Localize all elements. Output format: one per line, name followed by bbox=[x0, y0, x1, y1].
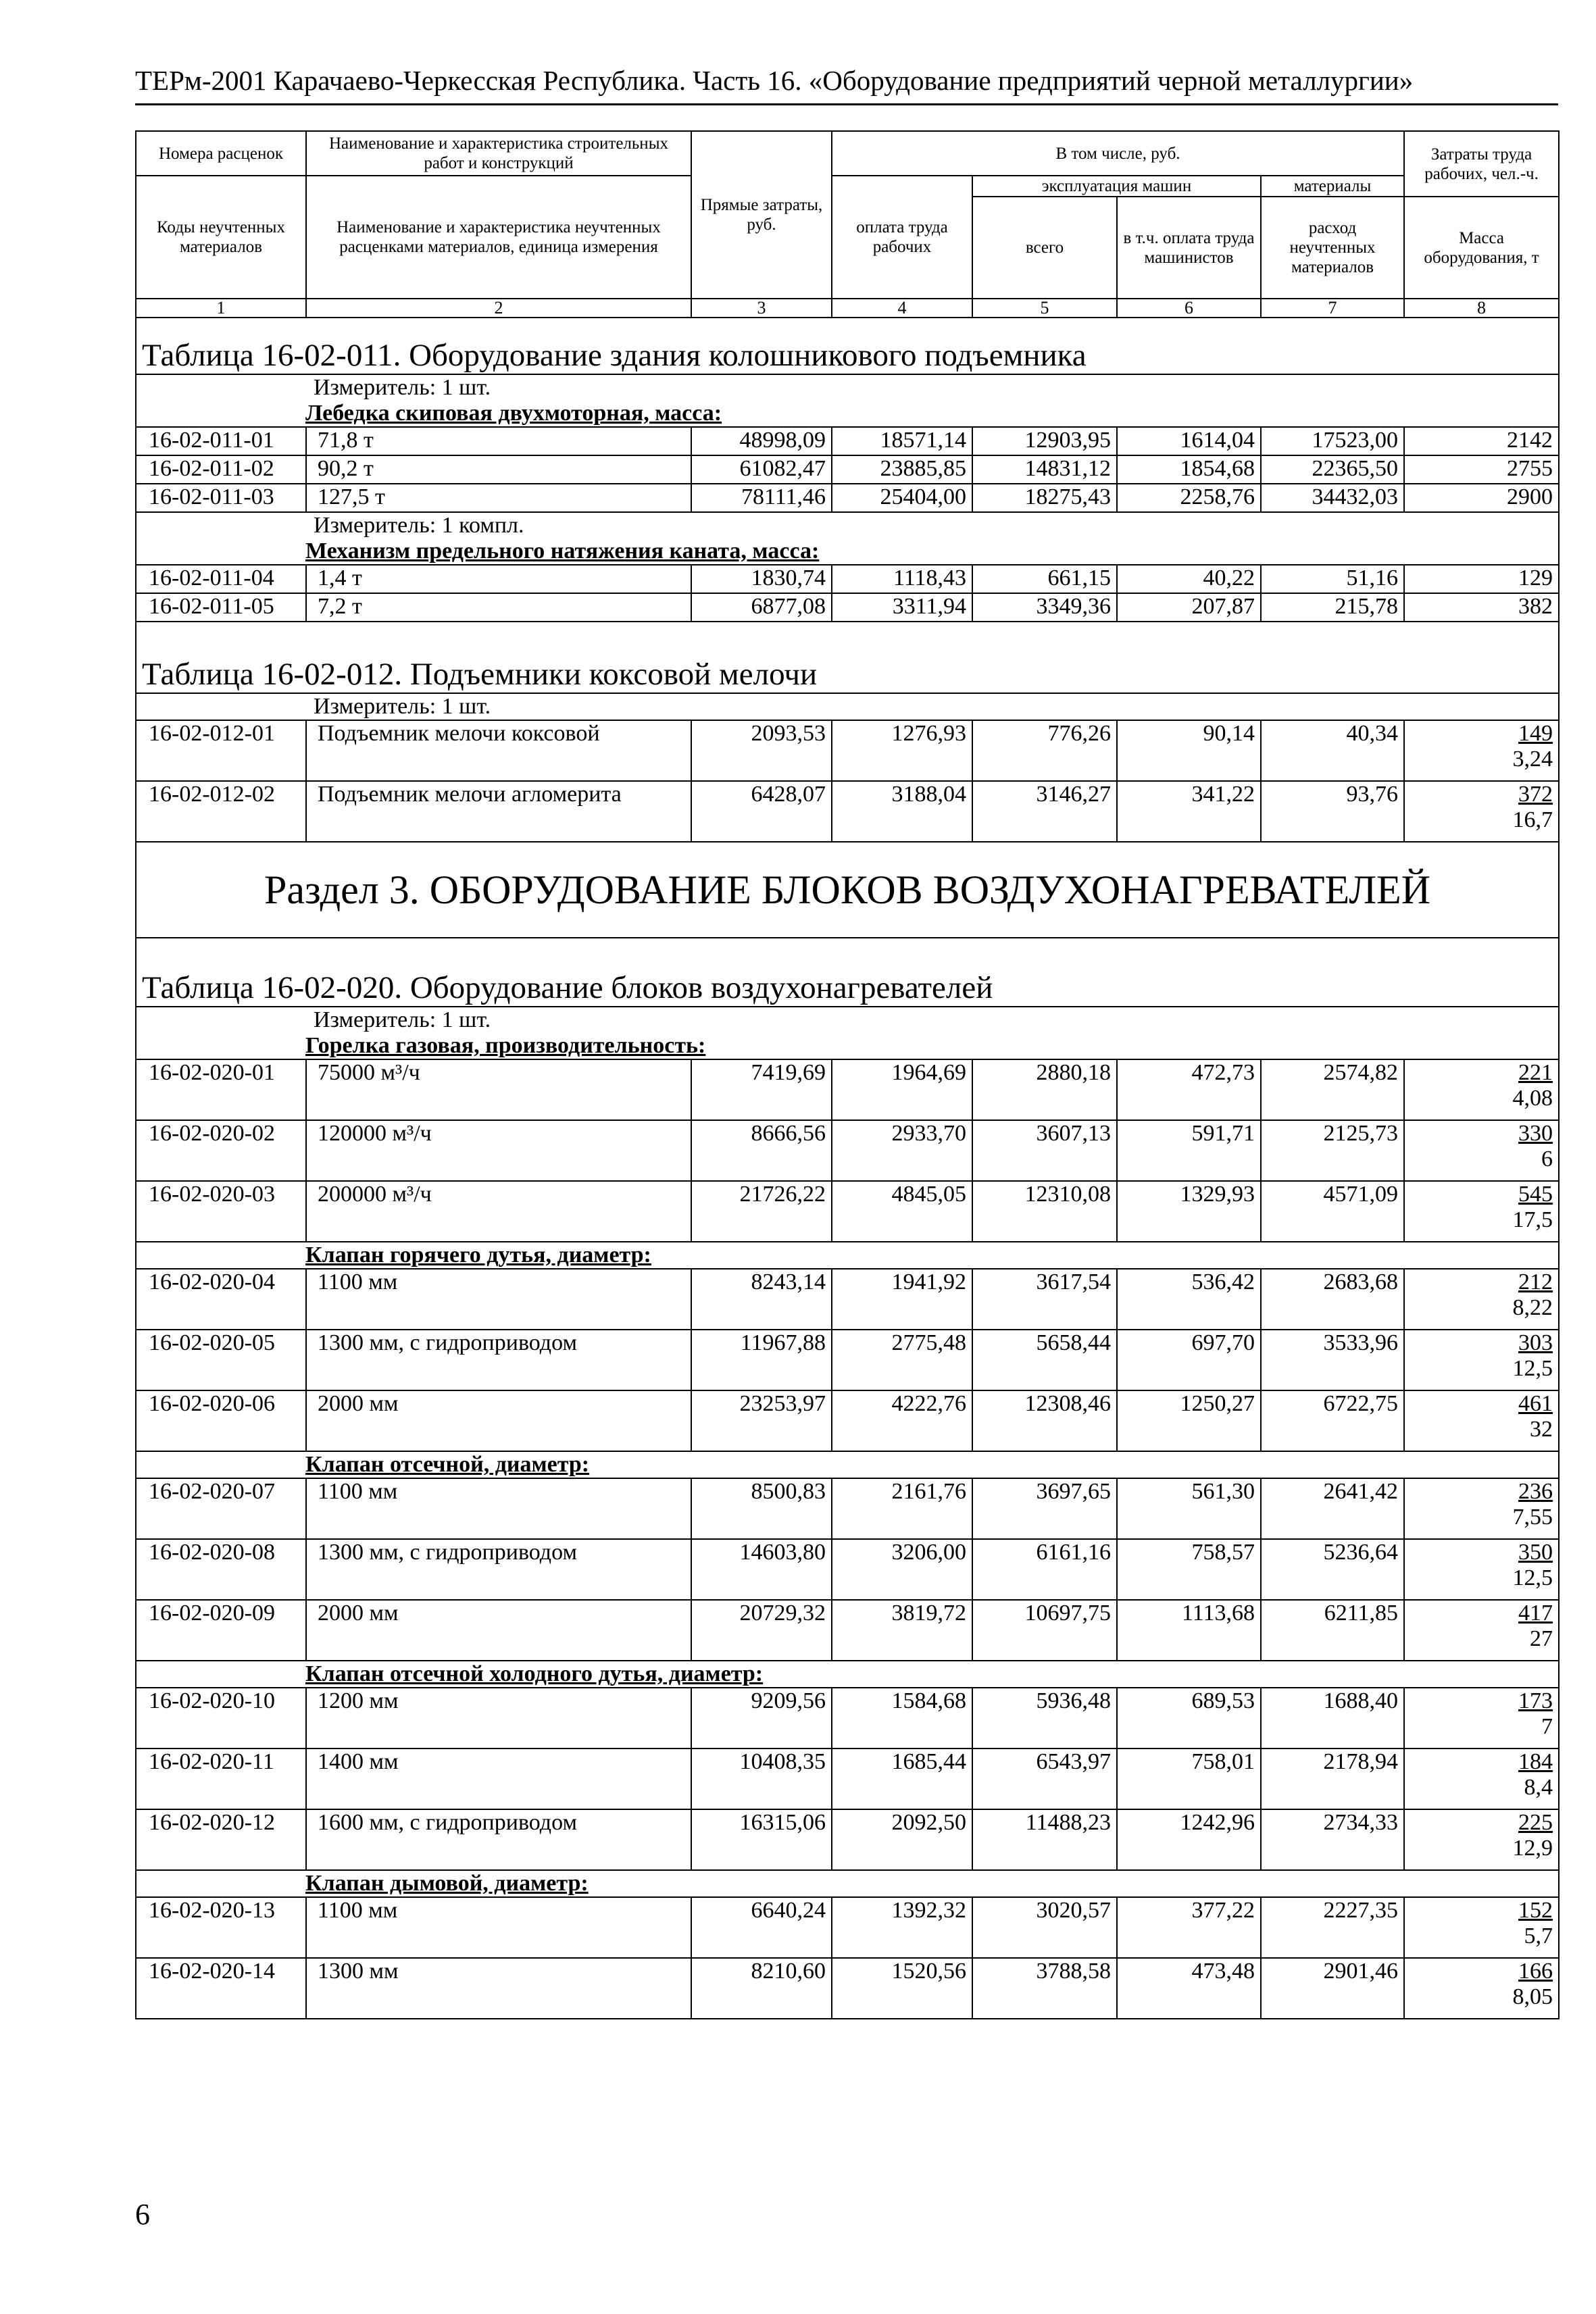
direct-costs-value: 21726,22 bbox=[691, 1181, 832, 1242]
machines-total-value: 12310,08 bbox=[972, 1181, 1117, 1242]
labor-mass-cell bbox=[1404, 484, 1559, 512]
equipment-mass-value: 32 bbox=[1530, 1417, 1553, 1442]
labor-hours-value: 225 bbox=[1518, 1810, 1553, 1835]
measure-row bbox=[136, 693, 1559, 720]
rate-code: 16-02-020-12 bbox=[136, 1809, 306, 1870]
table-title: Таблица 16-02-011. Оборудование здания колошникового подъемника bbox=[136, 318, 1559, 374]
operator-wages-value: 591,71 bbox=[1117, 1120, 1261, 1181]
equipment-mass-value: 16,7 bbox=[1512, 807, 1553, 832]
rate-code: 16-02-020-14 bbox=[136, 1958, 306, 2019]
labor-hours-value: 2755 bbox=[1507, 456, 1553, 481]
unit-of-measure: Измеритель: 1 шт. bbox=[136, 1007, 1559, 1033]
rate-code: 16-02-020-13 bbox=[136, 1897, 306, 1958]
wages-value: 4222,76 bbox=[832, 1390, 972, 1451]
section-title-row bbox=[136, 842, 1559, 938]
machines-total-value: 3349,36 bbox=[972, 593, 1117, 622]
wages-value: 1584,68 bbox=[832, 1688, 972, 1749]
labor-hours-value: 221 bbox=[1518, 1060, 1553, 1085]
direct-costs-value: 78111,46 bbox=[691, 484, 832, 512]
direct-costs-value: 10408,35 bbox=[691, 1749, 832, 1809]
column-numbers-row bbox=[136, 299, 1559, 318]
labor-mass-cell bbox=[1404, 1809, 1559, 1870]
rate-code: 16-02-011-02 bbox=[136, 455, 306, 484]
table-row bbox=[136, 427, 1559, 455]
wages-value: 18571,14 bbox=[832, 427, 972, 455]
labor-hours-value: 461 bbox=[1518, 1391, 1553, 1416]
item-name: 127,5 т bbox=[306, 484, 691, 512]
table-title-row bbox=[136, 622, 1559, 693]
operator-wages-value: 207,87 bbox=[1117, 593, 1261, 622]
wages-value: 1520,56 bbox=[832, 1958, 972, 2019]
operator-wages-value: 341,22 bbox=[1117, 781, 1261, 842]
item-name: 120000 м³/ч bbox=[306, 1120, 691, 1181]
header-row-1 bbox=[136, 131, 1559, 176]
materials-value: 2574,82 bbox=[1261, 1059, 1404, 1120]
labor-mass-cell bbox=[1404, 1181, 1559, 1242]
labor-mass-cell bbox=[1404, 1539, 1559, 1600]
item-name: 200000 м³/ч bbox=[306, 1181, 691, 1242]
equipment-mass-value: 6 bbox=[1541, 1147, 1553, 1172]
machines-total-value: 10697,75 bbox=[972, 1600, 1117, 1661]
equipment-mass-value: 12,5 bbox=[1512, 1356, 1553, 1381]
labor-mass-cell bbox=[1404, 1478, 1559, 1539]
operator-wages-value: 2258,76 bbox=[1117, 484, 1261, 512]
operator-wages-value: 536,42 bbox=[1117, 1269, 1261, 1330]
item-name: 7,2 т bbox=[306, 593, 691, 622]
labor-mass-cell bbox=[1404, 1600, 1559, 1661]
rate-code: 16-02-011-03 bbox=[136, 484, 306, 512]
group-heading-text: Горелка газовая, производительность: bbox=[305, 1033, 706, 1058]
wages-value: 3311,94 bbox=[832, 593, 972, 622]
table-row bbox=[136, 1749, 1559, 1809]
labor-hours-value: 152 bbox=[1518, 1898, 1553, 1923]
table-row bbox=[136, 1809, 1559, 1870]
equipment-mass-value: 27 bbox=[1530, 1626, 1553, 1651]
wages-value: 2092,50 bbox=[832, 1809, 972, 1870]
rate-code: 16-02-020-10 bbox=[136, 1688, 306, 1749]
unit-of-measure: Измеритель: 1 шт. bbox=[136, 693, 1559, 720]
materials-value: 5236,64 bbox=[1261, 1539, 1404, 1600]
direct-costs-value: 23253,97 bbox=[691, 1390, 832, 1451]
table-row bbox=[136, 1120, 1559, 1181]
measure-row bbox=[136, 374, 1559, 401]
labor-mass-cell bbox=[1404, 565, 1559, 593]
wages-value: 1392,32 bbox=[832, 1897, 972, 1958]
equipment-mass-value: 8,05 bbox=[1512, 1984, 1553, 2009]
machines-total-value: 3617,54 bbox=[972, 1269, 1117, 1330]
table-row bbox=[136, 455, 1559, 484]
direct-costs-value: 6877,08 bbox=[691, 593, 832, 622]
item-name: 75000 м³/ч bbox=[306, 1059, 691, 1120]
machines-total-value: 3697,65 bbox=[972, 1478, 1117, 1539]
col-direct-costs: Прямые затраты, руб. bbox=[691, 131, 832, 299]
direct-costs-value: 14603,80 bbox=[691, 1539, 832, 1600]
column-number: 6 bbox=[1117, 299, 1261, 318]
col-codes-bottom: Коды неучтенных материалов bbox=[136, 176, 306, 299]
labor-hours-value: 350 bbox=[1518, 1540, 1553, 1565]
materials-value: 2641,42 bbox=[1261, 1478, 1404, 1539]
labor-hours-value: 330 bbox=[1518, 1121, 1553, 1146]
group-heading bbox=[136, 1451, 1559, 1478]
operator-wages-value: 1329,93 bbox=[1117, 1181, 1261, 1242]
direct-costs-value: 2093,53 bbox=[691, 720, 832, 781]
item-name: 1600 мм, с гидроприводом bbox=[306, 1809, 691, 1870]
table-row bbox=[136, 1958, 1559, 2019]
col-machines-group: эксплуатация машин bbox=[972, 176, 1261, 197]
item-name: 1300 мм, с гидроприводом bbox=[306, 1539, 691, 1600]
direct-costs-value: 6428,07 bbox=[691, 781, 832, 842]
direct-costs-value: 1830,74 bbox=[691, 565, 832, 593]
direct-costs-value: 20729,32 bbox=[691, 1600, 832, 1661]
item-name: 1100 мм bbox=[306, 1897, 691, 1958]
machines-total-value: 3020,57 bbox=[972, 1897, 1117, 1958]
wages-value: 3188,04 bbox=[832, 781, 972, 842]
direct-costs-value: 8666,56 bbox=[691, 1120, 832, 1181]
col-group-including: В том числе, руб. bbox=[832, 131, 1404, 176]
machines-total-value: 12903,95 bbox=[972, 427, 1117, 455]
direct-costs-value: 9209,56 bbox=[691, 1688, 832, 1749]
labor-hours-value: 2900 bbox=[1507, 484, 1553, 509]
operator-wages-value: 40,22 bbox=[1117, 565, 1261, 593]
materials-value: 2683,68 bbox=[1261, 1269, 1404, 1330]
group-heading-text: Клапан дымовой, диаметр: bbox=[305, 1871, 589, 1896]
table-row bbox=[136, 1059, 1559, 1120]
table-row bbox=[136, 1539, 1559, 1600]
labor-hours-value: 236 bbox=[1518, 1479, 1553, 1504]
group-heading-row bbox=[136, 1451, 1559, 1478]
column-number: 3 bbox=[691, 299, 832, 318]
column-number: 7 bbox=[1261, 299, 1404, 318]
item-name: 1300 мм, с гидроприводом bbox=[306, 1330, 691, 1390]
labor-hours-value: 173 bbox=[1518, 1688, 1553, 1713]
item-name: Подъемник мелочи коксовой bbox=[306, 720, 691, 781]
rate-code: 16-02-011-05 bbox=[136, 593, 306, 622]
equipment-mass-value: 3,24 bbox=[1512, 747, 1553, 772]
col-equipment-mass: Масса оборудования, т bbox=[1404, 197, 1559, 299]
equipment-mass-value: 17,5 bbox=[1512, 1207, 1553, 1232]
operator-wages-value: 1113,68 bbox=[1117, 1600, 1261, 1661]
labor-hours-value: 184 bbox=[1518, 1749, 1553, 1774]
group-heading bbox=[136, 538, 1559, 565]
rate-code: 16-02-020-08 bbox=[136, 1539, 306, 1600]
materials-value: 4571,09 bbox=[1261, 1181, 1404, 1242]
materials-value: 6722,75 bbox=[1261, 1390, 1404, 1451]
machines-total-value: 12308,46 bbox=[972, 1390, 1117, 1451]
equipment-mass-value: 8,22 bbox=[1512, 1295, 1553, 1320]
group-heading bbox=[136, 1661, 1559, 1688]
col-name-top: Наименование и характеристика строительных работ и конструкций bbox=[306, 131, 691, 176]
group-heading-text: Клапан отсечной, диаметр: bbox=[305, 1452, 590, 1477]
equipment-mass-value: 5,7 bbox=[1524, 1923, 1553, 1948]
materials-value: 2901,46 bbox=[1261, 1958, 1404, 2019]
materials-value: 215,78 bbox=[1261, 593, 1404, 622]
labor-hours-value: 2142 bbox=[1507, 428, 1553, 453]
rate-code: 16-02-011-01 bbox=[136, 427, 306, 455]
labor-mass-cell bbox=[1404, 455, 1559, 484]
rate-code: 16-02-011-04 bbox=[136, 565, 306, 593]
column-number: 4 bbox=[832, 299, 972, 318]
item-name: 1400 мм bbox=[306, 1749, 691, 1809]
machines-total-value: 6543,97 bbox=[972, 1749, 1117, 1809]
machines-total-value: 18275,43 bbox=[972, 484, 1117, 512]
column-number: 1 bbox=[136, 299, 306, 318]
labor-mass-cell bbox=[1404, 720, 1559, 781]
item-name: 2000 мм bbox=[306, 1600, 691, 1661]
rate-code: 16-02-020-02 bbox=[136, 1120, 306, 1181]
materials-value: 22365,50 bbox=[1261, 455, 1404, 484]
rate-code: 16-02-020-05 bbox=[136, 1330, 306, 1390]
item-name: 71,8 т bbox=[306, 427, 691, 455]
item-name: 1100 мм bbox=[306, 1478, 691, 1539]
group-heading bbox=[136, 1870, 1559, 1897]
operator-wages-value: 758,01 bbox=[1117, 1749, 1261, 1809]
rate-code: 16-02-020-06 bbox=[136, 1390, 306, 1451]
table-row bbox=[136, 720, 1559, 781]
labor-mass-cell bbox=[1404, 1059, 1559, 1120]
machines-total-value: 776,26 bbox=[972, 720, 1117, 781]
group-heading bbox=[136, 401, 1559, 427]
table-title-row bbox=[136, 938, 1559, 1007]
direct-costs-value: 48998,09 bbox=[691, 427, 832, 455]
measure-row bbox=[136, 1007, 1559, 1033]
rate-code: 16-02-012-01 bbox=[136, 720, 306, 781]
machines-total-value: 5658,44 bbox=[972, 1330, 1117, 1390]
col-codes-top: Номера расценок bbox=[136, 131, 306, 176]
equipment-mass-value: 12,5 bbox=[1512, 1565, 1553, 1590]
direct-costs-value: 8210,60 bbox=[691, 1958, 832, 2019]
group-heading-row bbox=[136, 1661, 1559, 1688]
col-wages: оплата труда рабочих bbox=[832, 176, 972, 299]
materials-value: 3533,96 bbox=[1261, 1330, 1404, 1390]
direct-costs-value: 11967,88 bbox=[691, 1330, 832, 1390]
direct-costs-value: 61082,47 bbox=[691, 455, 832, 484]
labor-mass-cell bbox=[1404, 1688, 1559, 1749]
table-row bbox=[136, 1478, 1559, 1539]
measure-row bbox=[136, 512, 1559, 538]
wages-value: 23885,85 bbox=[832, 455, 972, 484]
table-row bbox=[136, 484, 1559, 512]
group-heading bbox=[136, 1242, 1559, 1269]
labor-hours-value: 166 bbox=[1518, 1959, 1553, 1984]
direct-costs-value: 8500,83 bbox=[691, 1478, 832, 1539]
labor-mass-cell bbox=[1404, 1897, 1559, 1958]
item-name: 1,4 т bbox=[306, 565, 691, 593]
labor-mass-cell bbox=[1404, 1958, 1559, 2019]
table-row bbox=[136, 1330, 1559, 1390]
table-row bbox=[136, 1269, 1559, 1330]
materials-value: 51,16 bbox=[1261, 565, 1404, 593]
materials-value: 34432,03 bbox=[1261, 484, 1404, 512]
wages-value: 3819,72 bbox=[832, 1600, 972, 1661]
table-title: Таблица 16-02-012. Подъемники коксовой мелочи bbox=[136, 622, 1559, 693]
machines-total-value: 3788,58 bbox=[972, 1958, 1117, 2019]
materials-value: 1688,40 bbox=[1261, 1688, 1404, 1749]
labor-mass-cell bbox=[1404, 781, 1559, 842]
labor-mass-cell bbox=[1404, 1749, 1559, 1809]
machines-total-value: 3607,13 bbox=[972, 1120, 1117, 1181]
section-title: Раздел 3. ОБОРУДОВАНИЕ БЛОКОВ ВОЗДУХОНАГРЕВАТЕЛЕЙ bbox=[136, 842, 1559, 938]
machines-total-value: 5936,48 bbox=[972, 1688, 1117, 1749]
equipment-mass-value: 8,4 bbox=[1524, 1775, 1553, 1800]
group-heading-row bbox=[136, 538, 1559, 565]
wages-value: 2161,76 bbox=[832, 1478, 972, 1539]
price-table bbox=[135, 130, 1560, 2019]
wages-value: 1964,69 bbox=[832, 1059, 972, 1120]
unit-of-measure: Измеритель: 1 компл. bbox=[136, 512, 1559, 538]
operator-wages-value: 697,70 bbox=[1117, 1330, 1261, 1390]
materials-value: 93,76 bbox=[1261, 781, 1404, 842]
col-name-bottom: Наименование и характеристика неучтенных расценками материалов, единица измерения bbox=[306, 176, 691, 299]
equipment-mass-value: 7,55 bbox=[1512, 1505, 1553, 1530]
table-body bbox=[136, 318, 1559, 2019]
group-heading bbox=[136, 1033, 1559, 1059]
rate-code: 16-02-020-04 bbox=[136, 1269, 306, 1330]
wages-value: 1276,93 bbox=[832, 720, 972, 781]
machines-total-value: 661,15 bbox=[972, 565, 1117, 593]
labor-hours-value: 382 bbox=[1518, 594, 1553, 619]
operator-wages-value: 689,53 bbox=[1117, 1688, 1261, 1749]
rate-code: 16-02-020-07 bbox=[136, 1478, 306, 1539]
operator-wages-value: 377,22 bbox=[1117, 1897, 1261, 1958]
table-title: Таблица 16-02-020. Оборудование блоков воздухонагревателей bbox=[136, 938, 1559, 1007]
group-heading-row bbox=[136, 1242, 1559, 1269]
labor-mass-cell bbox=[1404, 1390, 1559, 1451]
operator-wages-value: 90,14 bbox=[1117, 720, 1261, 781]
operator-wages-value: 1250,27 bbox=[1117, 1390, 1261, 1451]
item-name: 1100 мм bbox=[306, 1269, 691, 1330]
col-unaccounted-materials: расход неучтенных материалов bbox=[1261, 197, 1404, 299]
group-heading-row bbox=[136, 1870, 1559, 1897]
col-labor-top: Затраты труда рабочих, чел.-ч. bbox=[1404, 131, 1559, 197]
machines-total-value: 3146,27 bbox=[972, 781, 1117, 842]
materials-value: 2734,33 bbox=[1261, 1809, 1404, 1870]
item-name: 1300 мм bbox=[306, 1958, 691, 2019]
materials-value: 2227,35 bbox=[1261, 1897, 1404, 1958]
direct-costs-value: 6640,24 bbox=[691, 1897, 832, 1958]
rate-code: 16-02-012-02 bbox=[136, 781, 306, 842]
column-number: 8 bbox=[1404, 299, 1559, 318]
unit-of-measure: Измеритель: 1 шт. bbox=[136, 374, 1559, 401]
wages-value: 3206,00 bbox=[832, 1539, 972, 1600]
materials-value: 40,34 bbox=[1261, 720, 1404, 781]
materials-value: 17523,00 bbox=[1261, 427, 1404, 455]
operator-wages-value: 473,48 bbox=[1117, 1958, 1261, 2019]
operator-wages-value: 1614,04 bbox=[1117, 427, 1261, 455]
operator-wages-value: 561,30 bbox=[1117, 1478, 1261, 1539]
item-name: 1200 мм bbox=[306, 1688, 691, 1749]
materials-value: 2125,73 bbox=[1261, 1120, 1404, 1181]
item-name: 90,2 т bbox=[306, 455, 691, 484]
labor-mass-cell bbox=[1404, 427, 1559, 455]
machines-total-value: 11488,23 bbox=[972, 1809, 1117, 1870]
wages-value: 1941,92 bbox=[832, 1269, 972, 1330]
column-number: 5 bbox=[972, 299, 1117, 318]
col-materials-group: материалы bbox=[1261, 176, 1404, 197]
running-header: ТЕРм-2001 Карачаево-Черкесская Республика. Часть 16. «Оборудование предприятий черной металлургии» bbox=[135, 65, 1414, 96]
labor-hours-value: 129 bbox=[1518, 565, 1553, 590]
direct-costs-value: 16315,06 bbox=[691, 1809, 832, 1870]
operator-wages-value: 1242,96 bbox=[1117, 1809, 1261, 1870]
labor-mass-cell bbox=[1404, 1269, 1559, 1330]
operator-wages-value: 1854,68 bbox=[1117, 455, 1261, 484]
col-operator-wages: в т.ч. оплата труда машинистов bbox=[1117, 197, 1261, 299]
labor-hours-value: 303 bbox=[1518, 1330, 1553, 1355]
table-title-row bbox=[136, 318, 1559, 374]
wages-value: 2933,70 bbox=[832, 1120, 972, 1181]
table-row bbox=[136, 1688, 1559, 1749]
col-machines-total: всего bbox=[972, 197, 1117, 299]
equipment-mass-value: 4,08 bbox=[1512, 1086, 1553, 1111]
wages-value: 25404,00 bbox=[832, 484, 972, 512]
wages-value: 1118,43 bbox=[832, 565, 972, 593]
header-rule bbox=[135, 103, 1558, 105]
machines-total-value: 2880,18 bbox=[972, 1059, 1117, 1120]
item-name: Подъемник мелочи агломерита bbox=[306, 781, 691, 842]
wages-value: 1685,44 bbox=[832, 1749, 972, 1809]
group-heading-text: Клапан отсечной холодного дутья, диаметр: bbox=[305, 1661, 764, 1686]
machines-total-value: 6161,16 bbox=[972, 1539, 1117, 1600]
group-heading-text: Лебедка скиповая двухмоторная, масса: bbox=[305, 401, 722, 426]
wages-value: 2775,48 bbox=[832, 1330, 972, 1390]
table-row bbox=[136, 1600, 1559, 1661]
table-row bbox=[136, 593, 1559, 622]
table-row bbox=[136, 1897, 1559, 1958]
rate-code: 16-02-020-01 bbox=[136, 1059, 306, 1120]
header-row-2 bbox=[136, 176, 1559, 197]
table-row bbox=[136, 565, 1559, 593]
operator-wages-value: 472,73 bbox=[1117, 1059, 1261, 1120]
page-number: 6 bbox=[135, 2198, 150, 2231]
rate-code: 16-02-020-09 bbox=[136, 1600, 306, 1661]
group-heading-text: Механизм предельного натяжения каната, масса: bbox=[305, 538, 820, 563]
rate-code: 16-02-020-03 bbox=[136, 1181, 306, 1242]
wages-value: 4845,05 bbox=[832, 1181, 972, 1242]
group-heading-row bbox=[136, 1033, 1559, 1059]
item-name: 2000 мм bbox=[306, 1390, 691, 1451]
equipment-mass-value: 7 bbox=[1541, 1714, 1553, 1739]
direct-costs-value: 8243,14 bbox=[691, 1269, 832, 1330]
labor-hours-value: 149 bbox=[1518, 721, 1553, 746]
labor-hours-value: 417 bbox=[1518, 1601, 1553, 1626]
labor-hours-value: 545 bbox=[1518, 1182, 1553, 1207]
table-row bbox=[136, 1390, 1559, 1451]
materials-value: 6211,85 bbox=[1261, 1600, 1404, 1661]
labor-mass-cell bbox=[1404, 1330, 1559, 1390]
operator-wages-value: 758,57 bbox=[1117, 1539, 1261, 1600]
machines-total-value: 14831,12 bbox=[972, 455, 1117, 484]
group-heading-row bbox=[136, 401, 1559, 427]
column-number: 2 bbox=[306, 299, 691, 318]
table-row bbox=[136, 781, 1559, 842]
labor-hours-value: 212 bbox=[1518, 1269, 1553, 1294]
group-heading-text: Клапан горячего дутья, диаметр: bbox=[305, 1242, 651, 1267]
materials-value: 2178,94 bbox=[1261, 1749, 1404, 1809]
labor-mass-cell bbox=[1404, 593, 1559, 622]
labor-mass-cell bbox=[1404, 1120, 1559, 1181]
labor-hours-value: 372 bbox=[1518, 782, 1553, 807]
equipment-mass-value: 12,9 bbox=[1512, 1836, 1553, 1861]
direct-costs-value: 7419,69 bbox=[691, 1059, 832, 1120]
rate-code: 16-02-020-11 bbox=[136, 1749, 306, 1809]
table-row bbox=[136, 1181, 1559, 1242]
